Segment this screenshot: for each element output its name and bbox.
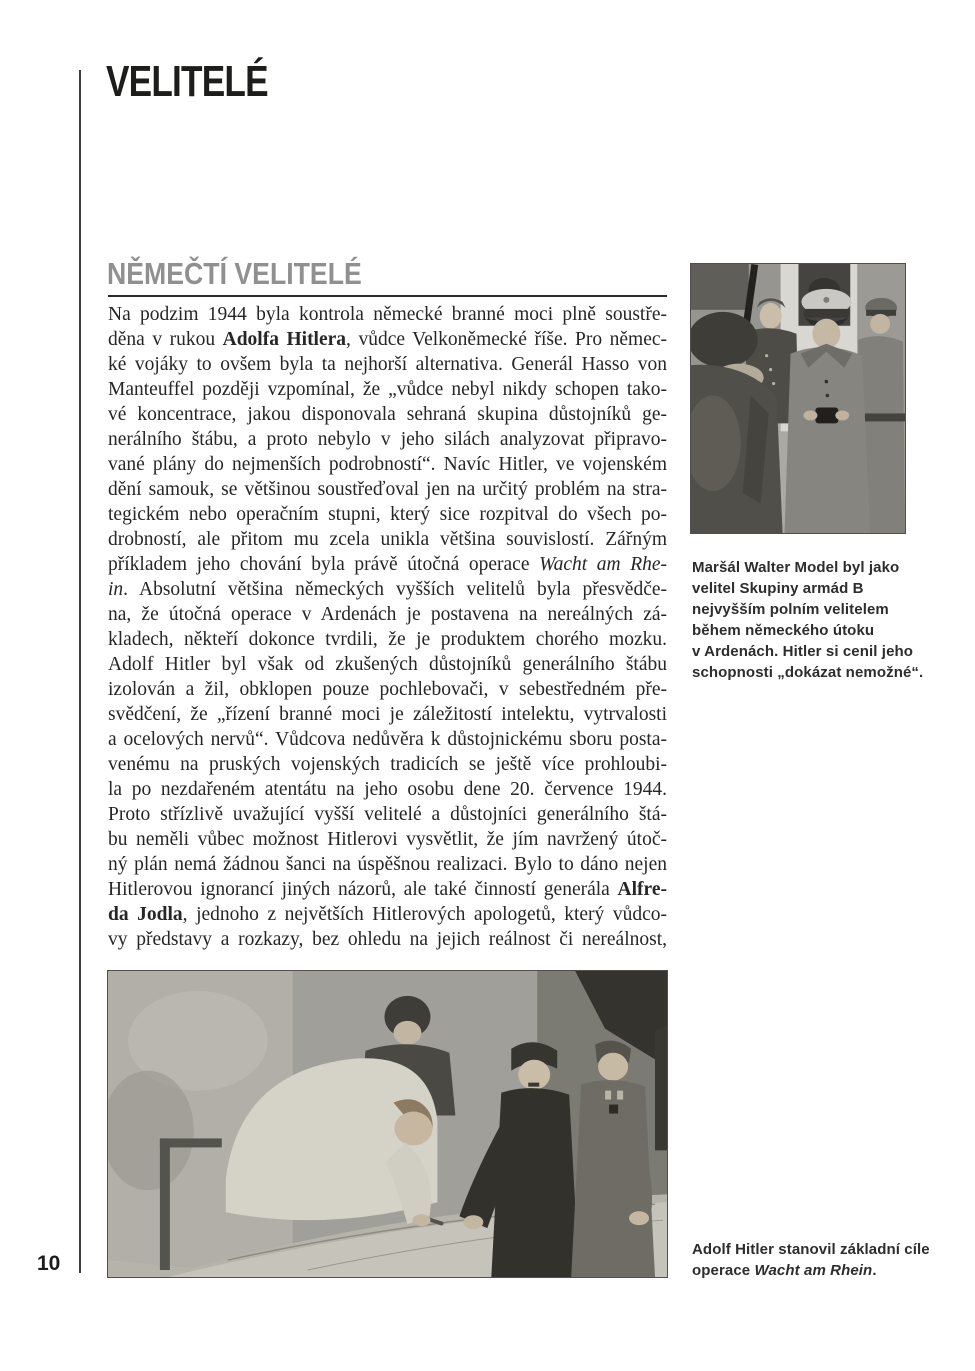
model-photo bbox=[690, 263, 906, 534]
map-briefing-illustration bbox=[108, 971, 667, 1277]
model-photo-illustration bbox=[691, 264, 905, 533]
page-number: 10 bbox=[37, 1252, 61, 1275]
section-heading: NĚMEČTÍ VELITELÉ bbox=[107, 256, 362, 291]
article-text: Na podzim 1944 byla kontrola německé branné moci plně soustře- děna v rukou Adolfa Hitlera, vůdce Velkoněmecké říše. Pro němec- ké vojáky to ovšem byla ta nejhorší alternativa. Generál Hasso von Manteuffel později vzpomínal, že „vůdce nebyl nikdy schopen tako- vé koncentrace, jakou disponovala sehraná skupina důstojníků ge- nerálního štábu, a proto nebylo v jeho silách analyzovat připravo- vané plány do nejmenších podrobností“. Navíc Hitler, ve vojenském dění samouk, se většinou soustřeďoval jen na určitý problém na stra- tegickém nebo operačním stupni, který sice rozpitval do všech po- drobností, ale přitom mu zcela unikla většina souvislostí. Zářným příkladem jeho chování byla právě útočná operace Wacht am Rhe- in. Absolutní většina německých vyšších velitelů byla přesvědče- na, že útočná operace v Ardenách je postavena na nereálných zá- kladech, někteří dokonce tvrdili, že je produktem chorého mozku. Adolf Hitler byl však od zkušených důstojníků generálního štábu izolován a žil, obklopen pouze pochlebovači, v sebestředném pře- svědčení, že „řízení branné moci je záležitostí intelektu, vytrvalosti a ocelových nervů“. Vůdcova nedůvěra k důstojnickému sboru posta- venému na pruských vojenských tradicích se ještě více prohloubi- la po nezdařeném atentátu na jeho osobu dene 20. července 1944. Proto střízlivě uvažující vyšší velitelé a důstojníci generálního štá- bu neměli vůbec možnost Hitlerovi vysvětlit, že jím navržený útoč- ný plán nemá žádnou šanci na úspěšnou realizaci. Bylo to dáno nejen Hitlerovou ignorancí jiných názorů, ale také činností generála Alfre- da Jodla, jednoho z největších Hitlerových apologetů, který vůdco- vy představy a rozkazy, bez ohledu na jejich reálnost či nereálnost, bbox=[108, 304, 668, 950]
heading-rule bbox=[108, 295, 667, 297]
margin-rule bbox=[79, 70, 81, 1273]
chapter-title: VELITELÉ bbox=[106, 57, 268, 106]
model-photo-caption: Maršál Walter Model byl jako velitel Skupiny armád B nejvyšším polním velitelem během německého útoku v Ardenách. Hitler si cenil jeho schopnosti „dokázat nemožné“. bbox=[692, 559, 924, 681]
briefing-photo-caption: Adolf Hitler stanovil základní cíle operace Wacht am Rhein. bbox=[692, 1241, 930, 1279]
map-briefing-photo bbox=[107, 970, 668, 1278]
